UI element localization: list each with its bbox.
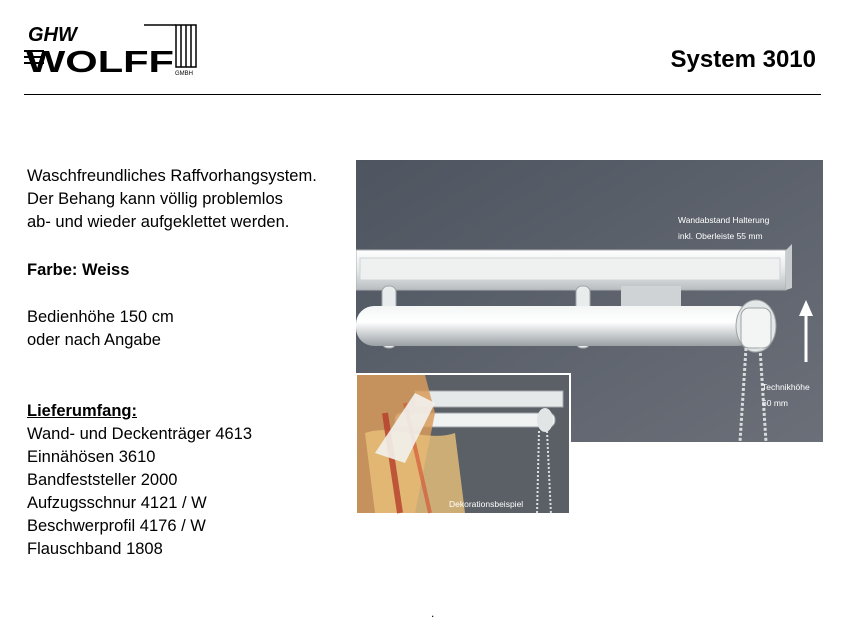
footer-mark: .: [431, 606, 435, 620]
operating-height-line: Bedienhöhe 150 cm: [27, 308, 174, 326]
wall-distance-label: Wandabstand Halterung: [678, 215, 770, 225]
scope-item: Wand- und Deckenträger 4613: [27, 425, 253, 443]
scope-of-delivery: [27, 400, 252, 561]
color-spec: Farbe: Weiss: [27, 261, 130, 279]
intro-line: ab- und wieder aufgeklettet werden.: [27, 213, 290, 231]
technical-height-label: Technikhöhe: [762, 382, 810, 392]
scope-item: Bandfeststeller 2000: [27, 471, 178, 489]
page-title: System 3010: [670, 46, 816, 73]
logo-text-ghw: GHW: [28, 24, 77, 46]
scope-item: Flauschband 1808: [27, 540, 163, 558]
scope-heading: Lieferumfang:: [27, 402, 138, 420]
decoration-example-label: Dekorationsbeispiel: [449, 499, 524, 509]
logo-text-wolff: WOLFF: [26, 44, 174, 78]
operating-height: [27, 306, 174, 352]
wall-distance-label: inkl. Oberleiste 55 mm: [678, 231, 763, 241]
scope-item: Beschwerprofil 4176 / W: [27, 517, 206, 535]
logo-text-gmbh: GMBH: [175, 71, 193, 77]
technical-height-label: 60 mm: [762, 398, 788, 408]
scope-item: Aufzugsschnur 4121 / W: [27, 494, 207, 512]
intro-line: Waschfreundliches Raffvorhangsystem.: [27, 167, 317, 185]
scope-item: Einnähösen 3610: [27, 448, 156, 466]
operating-height-line: oder nach Angabe: [27, 331, 161, 349]
product-photo-inset: [355, 373, 571, 515]
header-divider: [24, 94, 821, 95]
intro-line: Der Behang kann völlig problemlos: [27, 190, 283, 208]
intro-paragraph: [27, 165, 317, 234]
company-logo: [24, 22, 200, 78]
